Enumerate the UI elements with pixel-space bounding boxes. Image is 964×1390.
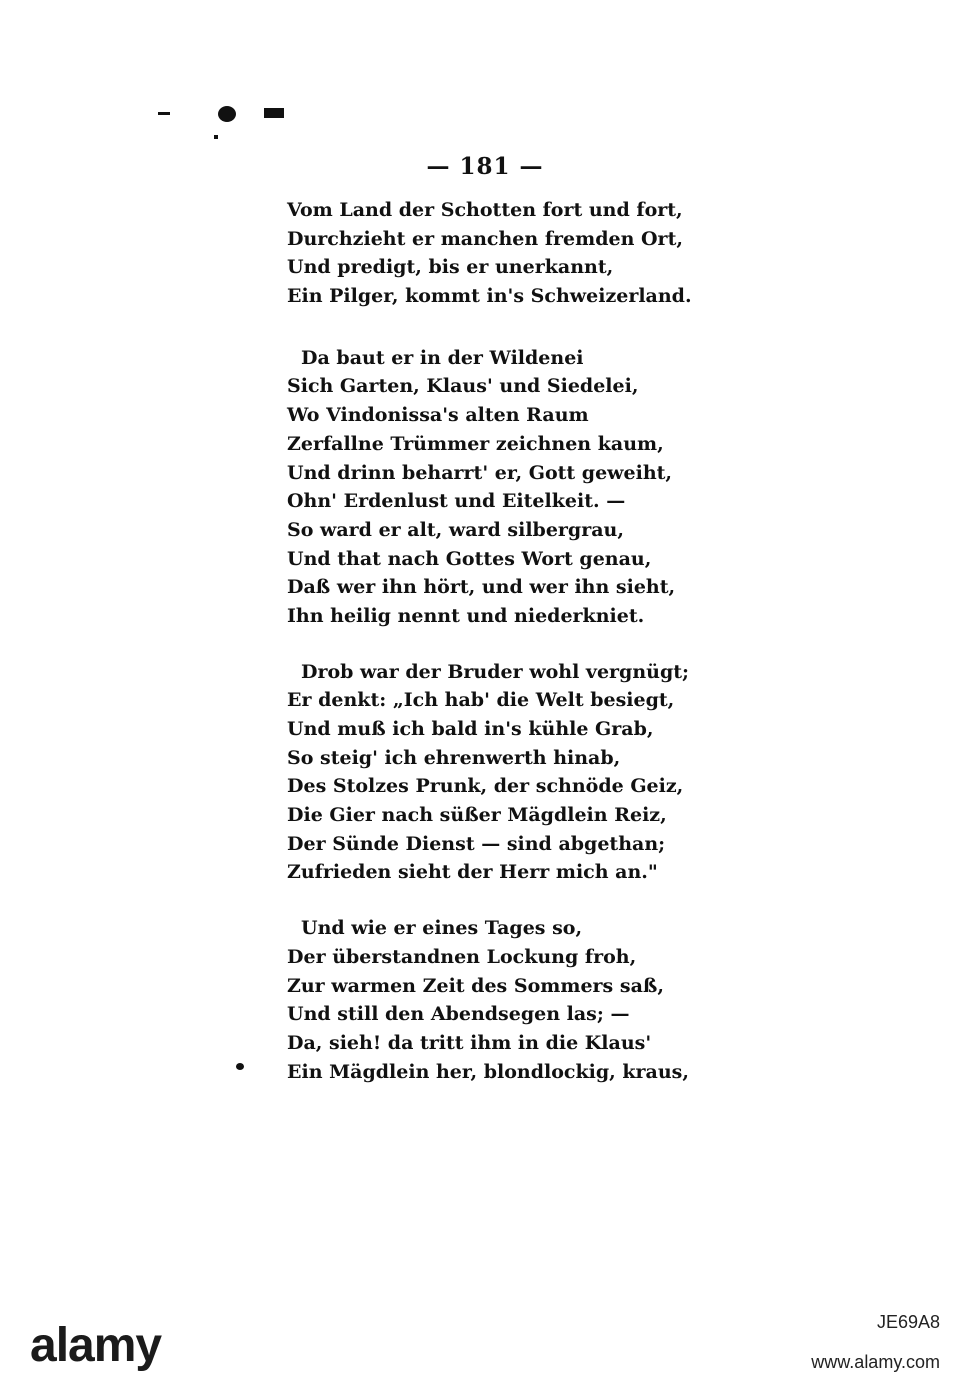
stanza-4 [287,914,707,1086]
poem-line: Und that nach Gottes Wort genau, [287,547,652,570]
poem-line: Ihn heilig nennt und niederkniet. [287,604,645,627]
poem-line: Ohn' Erdenlust und Eitelkeit. — [287,490,626,513]
site-url: www.alamy.com [811,1352,940,1372]
ink-speck [214,135,218,139]
poem-line: So steig' ich ehrenwerth hinab, [287,746,621,769]
poem-line: Und drinn beharrt' er, Gott geweiht, [287,461,673,484]
poem-line: Drob war der Bruder wohl vergnügt; [301,660,690,683]
ink-speck [158,112,170,115]
poem-line: So ward er alt, ward silbergrau, [287,518,624,541]
poem-text [287,196,707,1086]
poem-line: Ein Mägdlein her, blondlockig, kraus, [287,1060,689,1083]
poem-line: Da baut er in der Wildenei [301,346,584,369]
watermark-footer [0,1300,964,1390]
poem-line: Die Gier nach süßer Mägdlein Reiz, [287,804,667,827]
poem-line: Da, sieh! da tritt ihm in die Klaus' [287,1031,652,1054]
page-number: — 181 — [426,153,544,180]
poem-line: Daß wer ihn hört, und wer ihn sieht, [287,576,676,599]
poem-line: Der Sünde Dienst — sind abgethan; [287,832,666,855]
poem-line: Der überstandnen Lockung froh, [287,945,637,968]
stanza-gap [287,887,707,914]
stanza-gap [287,631,707,658]
poem-line: Zufrieden sieht der Herr mich an." [287,861,658,884]
poem-line: Und still den Abendsegen las; — [287,1003,630,1026]
poem-line: Und muß ich bald in's kühle Grab, [287,718,654,740]
poem-line: Sich Garten, Klaus' und Siedelei, [287,375,639,398]
ink-speck [218,106,236,122]
poem-line: Durchzieht er manchen fremden Ort, [287,227,683,250]
poem-line: Er denkt: „Ich hab' die Welt besiegt, [287,689,675,712]
stanza-3 [287,658,707,888]
poem-line: Des Stolzes Prunk, der schnöde Geiz, [287,775,684,798]
poem-line: Vom Land der Schotten fort und fort, [287,199,683,221]
alamy-logo: alamy [30,1319,162,1372]
ink-speck [264,108,284,118]
stanza-gap [287,311,707,344]
poem-line: Zur warmen Zeit des Sommers saß, [287,974,664,997]
poem-line: Zerfallne Trümmer zeichnen kaum, [287,432,664,455]
poem-line: Wo Vindonissa's alten Raum [287,404,589,427]
poem-line: Und predigt, bis er unerkannt, [287,256,614,279]
stanza-2 [287,344,707,631]
poem-line: Ein Pilger, kommt in's Schweizerland. [287,285,692,308]
image-id: JE69A8 [876,1312,940,1332]
ink-speck [236,1063,244,1070]
stanza-1 [287,196,707,311]
poem-line: Und wie er eines Tages so, [301,917,583,940]
